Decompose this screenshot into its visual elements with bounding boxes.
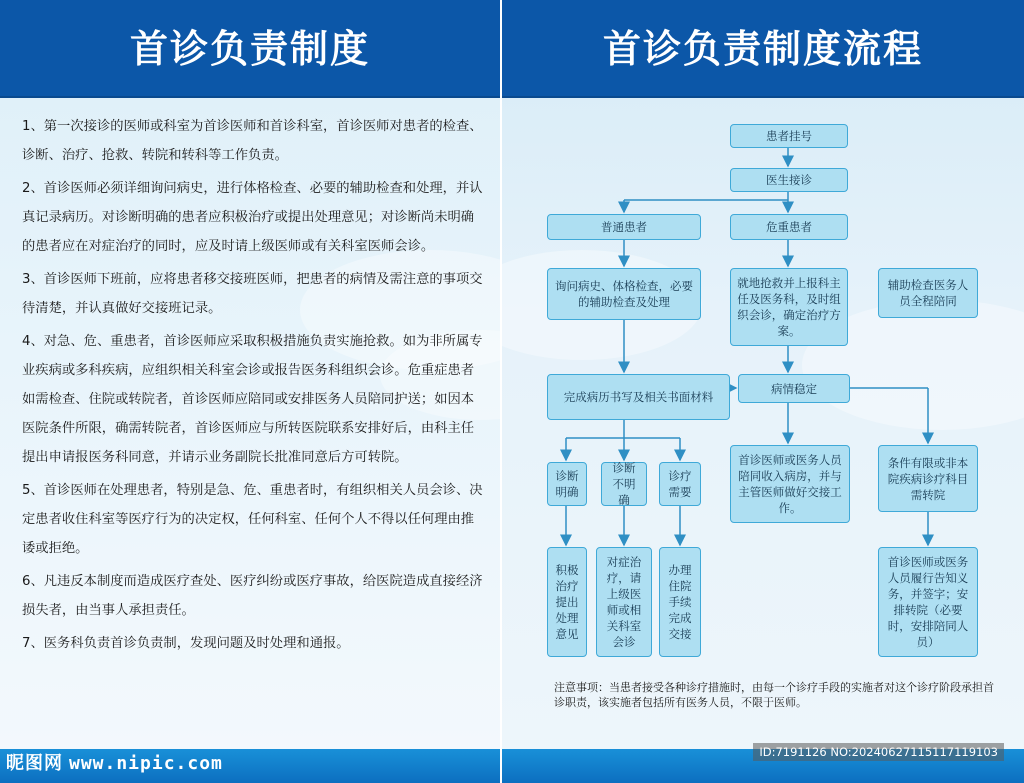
flow-box-stable: 病情稳定 xyxy=(738,374,850,403)
flow-box-records: 完成病历书写及相关书面材料 xyxy=(547,374,730,420)
flow-box-hospitalize: 办理住院手续完成交接 xyxy=(659,547,701,657)
flow-box-normal-patient: 普通患者 xyxy=(547,214,701,240)
flow-box-critical-patient: 危重患者 xyxy=(730,214,848,240)
rule-item: 3、首诊医师下班前，应将患者移交接班医师，把患者的病情及需注意的事项交待清楚，并认真做好交接班记录。 xyxy=(22,272,483,316)
flow-box-escort: 辅助检查医务人员全程陪同 xyxy=(878,268,978,318)
page-title: 首诊负责制度 xyxy=(129,27,370,71)
rule-item: 1、第一次接诊的医师或科室为首诊医师和首诊科室，首诊医师对患者的检查、诊断、治疗、抢救、转院和转科等工作负责。 xyxy=(22,119,483,163)
flow-box-diagnosis-unclear: 诊断不明确 xyxy=(601,462,647,506)
flow-note: 注意事项：当患者接受各种诊疗措施时，由每一个诊疗手段的实施者对这个诊疗阶段承担首诊职责，该实施者包括所有医务人员，不限于医师。 xyxy=(554,681,994,709)
watermark-id: ID:7191126 NO:20240627115117119103 xyxy=(753,743,1004,761)
flow-box-treatment-need: 诊疗需要 xyxy=(659,462,701,506)
flow-box-active-treatment: 积极治疗提出处理意见 xyxy=(547,547,587,657)
flow-box-doctor-receive: 医生接诊 xyxy=(730,168,848,192)
rule-item: 5、首诊医师在处理患者，特别是急、危、重患者时，有组织相关人员会诊、决定患者收住科室等医疗行为的决定权，任何科室、任何个人不得以任何理由推诿或拒绝。 xyxy=(22,483,483,556)
flow-box-limited-transfer: 条件有限或非本院疾病诊疗科目需转院 xyxy=(878,445,978,512)
flow-box-diagnosis-clear: 诊断明确 xyxy=(547,462,587,506)
watermark-logo xyxy=(6,749,223,775)
right-panel xyxy=(502,0,1024,783)
flow-title: 首诊负责制度流程 xyxy=(602,27,923,71)
flow-box-admit: 首诊医师或医务人员陪同收入病房，并与主管医师做好交接工作。 xyxy=(730,445,850,523)
flow-box-registration: 患者挂号 xyxy=(730,124,848,148)
watermark-url: www.nipic.com xyxy=(69,753,223,774)
watermark-logo-text: 昵图网 xyxy=(6,753,63,774)
flow-box-rescue: 就地抢救并上报科主任及医务科，及时组织会诊，确定治疗方案。 xyxy=(730,268,848,346)
flow-box-inquiry: 询问病史、体格检查，必要的辅助检查及处理 xyxy=(547,268,701,320)
left-panel xyxy=(0,0,500,783)
rule-item: 2、首诊医师必须详细询问病史，进行体格检查、必要的辅助检查和处理，并认真记录病历。对诊断明确的患者应积极治疗或提出处理意见；对诊断尚未明确的患者应在对症治疗的同时，应及时请上级医师或有关科室医师会诊。 xyxy=(22,181,483,254)
rules-list xyxy=(22,112,484,660)
flow-box-symptomatic: 对症治疗，请上级医师或相关科室会诊 xyxy=(596,547,652,657)
rule-item: 7、医务科负责首诊负责制，发现问题及时处理和通报。 xyxy=(22,636,350,651)
rule-item: 4、对急、危、重患者，首诊医师应采取积极措施负责实施抢救。如为非所属专业疾病或多科疾病，应组织相关科室会诊或报告医务科组织会诊。危重症患者如需检查、住院或转院者，首诊医师应陪同或安排医务人员陪同护送；如因本医院条件所限，确需转院者，首诊医师应与所转医院联系安排好后，由科主任提出申请报医务科同意，并请示业务副院长批准同意后方可转院。 xyxy=(22,334,483,465)
flow-box-transfer-notice: 首诊医师或医务人员履行告知义务，并签字；安排转院（必要时，安排陪同人员） xyxy=(878,547,978,657)
rule-item: 6、凡违反本制度而造成医疗查处、医疗纠纷或医疗事故，给医院造成直接经济损失者，由当事人承担责任。 xyxy=(22,574,483,618)
left-header xyxy=(0,0,500,98)
